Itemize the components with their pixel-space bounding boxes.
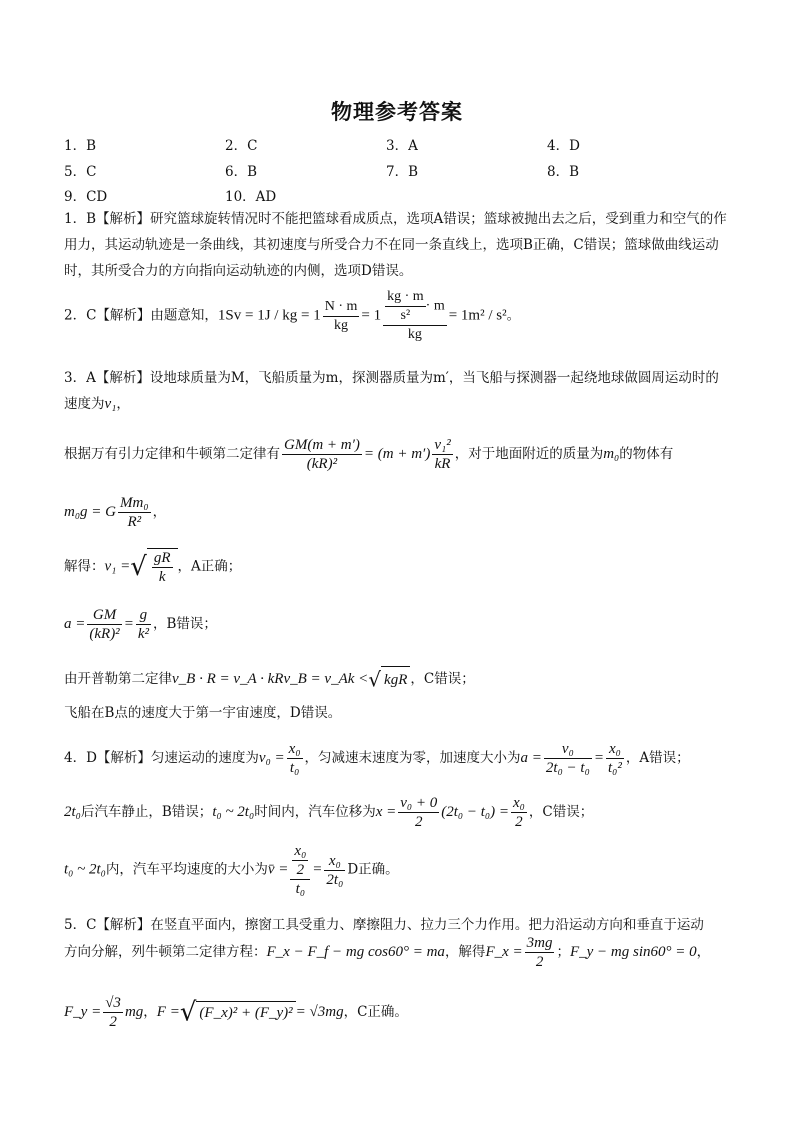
q4-l2-frac2 xyxy=(511,794,527,831)
q4-l2-frac-den: 2 xyxy=(414,814,423,830)
q3-intro xyxy=(64,365,732,417)
q3-g-den: R² xyxy=(127,514,142,530)
q4-v0: v₀ = xyxy=(258,750,285,766)
q2-expr1: 1Sv = 1J / kg = 1 xyxy=(217,307,321,324)
q2-tail: = 1m² / s² xyxy=(448,307,507,324)
q5-line2g: ， xyxy=(696,944,711,960)
q2-frac1-den: kg xyxy=(334,317,349,333)
answer-3: 3．A xyxy=(386,138,418,154)
q3-accel xyxy=(64,606,732,643)
q5-line2-frac xyxy=(525,934,555,971)
q5-line2f: F_y − mg sin60° = 0 xyxy=(569,944,697,960)
q2-frac2-tail: · m xyxy=(425,298,445,314)
q4-l3-frac-den: 2t₀ xyxy=(326,871,344,888)
q3-gravity xyxy=(64,494,732,531)
answer-9: 9．CD xyxy=(64,189,108,205)
q4-l3-tail: D正确。 xyxy=(347,861,399,878)
q5-line3 xyxy=(64,994,732,1031)
q2-frac2 xyxy=(383,288,447,344)
q5-l3f: ，C正确。 xyxy=(343,1004,408,1020)
q5-l3a: F_y = xyxy=(64,1004,102,1020)
q3-a-eq: = xyxy=(123,616,134,632)
q4-l3-frac-outer-num xyxy=(290,842,310,880)
q4-l2-x: x = xyxy=(375,804,397,820)
q3-line1: 3．A【解析】设地球质量为M，飞船质量为m，探测器质量为m′，当飞船与探测器一起绕地球做圆周运动时的速度为 xyxy=(64,370,719,412)
q2-frac1 xyxy=(323,298,360,335)
q5-l3-den: 2 xyxy=(109,1014,117,1030)
q4-l2-tail: ，C错误； xyxy=(528,804,594,820)
q3-law-num: GM(m + m′) xyxy=(284,437,360,453)
q3-kep-tail: ，C错误； xyxy=(410,671,475,687)
q5-l3-sqrt: √ (F_x)² + (F_y)² xyxy=(180,1001,296,1024)
q3-g-num: Mm₀ xyxy=(120,495,149,511)
q3-v1: v₁ xyxy=(104,396,117,412)
q2-frac1-num: N · m xyxy=(323,298,360,317)
q2-frac2-inner-num: kg · m xyxy=(385,288,426,307)
answer-6: 6．B xyxy=(225,164,258,180)
q4-l2-frac xyxy=(398,794,439,831)
q4-line2 xyxy=(64,794,732,831)
q5-l3c: ， xyxy=(143,1004,157,1020)
q4-l3-outer-den: t₀ xyxy=(295,881,306,897)
q3-solve-lead: 解得： xyxy=(64,558,105,575)
q5-line2d: F_x = xyxy=(485,944,523,960)
q3-law-frac2 xyxy=(432,436,452,473)
q4-tail: ，A错误； xyxy=(625,750,690,766)
answer-4: 4．D xyxy=(547,138,580,154)
q3-kep-sqrt: √ kgR xyxy=(368,666,410,693)
answer-5: 5．C xyxy=(64,164,97,180)
q3-a-num: GM xyxy=(87,606,121,625)
q5-l3d: F = xyxy=(156,1004,180,1020)
q4-l2-frac-num: v₀ + 0 xyxy=(400,795,438,811)
q3-solve-sqrt: √ $\frac{gR}{k}$ xyxy=(130,548,177,586)
q3-law-den2: kR xyxy=(434,456,451,472)
q4-l2-a: 2t₀ xyxy=(64,804,81,820)
q3-a-den: (kR)² xyxy=(89,626,120,642)
q4-l3-frac-num: x₀ xyxy=(324,852,345,871)
q5-line2c: ，解得 xyxy=(444,944,486,960)
q3-law-frac xyxy=(282,436,362,473)
q4-mid: ，匀减速末速度为零，加速度大小为 xyxy=(304,750,521,766)
q3-a-lhs: a = xyxy=(64,616,86,632)
q3-g-frac xyxy=(118,494,151,531)
q3-a-num2: g xyxy=(136,606,151,625)
answer-2: 2．C xyxy=(225,138,258,154)
q3-kep-root: kgR xyxy=(381,666,410,693)
q5-line2e: ； xyxy=(556,944,570,960)
q4-frac2 xyxy=(544,740,592,777)
q4-l3-inner-num: x₀ xyxy=(294,843,307,859)
q3-a-frac xyxy=(87,606,121,643)
answer-1: 1．B xyxy=(64,138,97,154)
q3-m0: m₀ xyxy=(603,446,620,462)
q3-law-mid: = (m + m′) xyxy=(363,446,431,462)
q2-lead: 2．C【解析】由题意知， xyxy=(64,307,218,324)
q4-eq: = xyxy=(593,750,604,766)
q4-frac3-den: t₀² xyxy=(607,760,622,776)
q3-solve-num: gR xyxy=(153,550,171,566)
q5-line2a: 方向分解，列牛顿第二定律方程： xyxy=(64,944,267,960)
answer-10: 10．AD xyxy=(225,189,277,205)
q3-g-lhs: m₀g = G xyxy=(64,504,117,520)
q4-frac1 xyxy=(287,740,303,777)
q4-l3-eq: = xyxy=(312,861,323,878)
q3-a-frac2 xyxy=(136,606,151,643)
q3-comma: ， xyxy=(116,396,130,412)
q3-solve xyxy=(64,548,732,586)
q4-l2-paren: (2t₀ − t₀) = xyxy=(441,804,509,820)
q4-line1 xyxy=(64,740,732,777)
q5-line2b: F_x − F_f − mg cos60° = ma xyxy=(266,944,445,960)
q4-l2-b: 后汽车静止，B错误； xyxy=(80,804,213,820)
q3-kep-expr: v_B · R = v_A · kRv_B = v_Ak < xyxy=(172,671,369,687)
q4-l2-c: t₀ ~ 2t₀ xyxy=(212,804,255,820)
q4-l3-a: t₀ ~ 2t₀ xyxy=(64,861,106,878)
q4-frac3-num: x₀ xyxy=(606,740,624,759)
q5-line2 xyxy=(64,934,732,971)
q5-l3-num: √3 xyxy=(105,995,121,1011)
q3-a-den2: k² xyxy=(137,626,149,642)
q5-l3e: = √3mg xyxy=(295,1004,344,1020)
q4-a: a = xyxy=(520,750,542,766)
q1-explanation: 1．B【解析】研究篮球旋转情况时不能把篮球看成质点，选项A错误；篮球被抛出去之后，受到重力和空气的作用力，其运动轨迹是一条曲线，其初速度与所受合力不在同一条直线上，选项B正确，C错误；篮球做曲线运动时，其所受合力的方向指向运动轨迹的内侧，选项D错误。 xyxy=(64,211,727,279)
q2-explanation xyxy=(64,288,732,344)
q4-l2-frac2-den: 2 xyxy=(515,814,523,830)
q3-a-tail: ，B错误； xyxy=(152,616,217,632)
q3-law-tail2: 的物体有 xyxy=(619,446,674,462)
q3-law-tail: ，对于地面附近的质量为 xyxy=(454,446,604,462)
q4-l2-d: 时间内，汽车位移为 xyxy=(254,804,376,820)
q3-kepler xyxy=(64,666,732,693)
q4-l3-inner-den: 2 xyxy=(296,862,305,878)
q3-g-end: ， xyxy=(152,504,167,520)
page-title: 物理参考答案 xyxy=(331,100,463,124)
q2-frac2-den: kg xyxy=(407,327,422,342)
q5-l3-root: (F_x)² + (F_y)² xyxy=(196,1001,295,1024)
q3-kep-lead: 由开普勒第二定律 xyxy=(64,671,172,687)
q3-final: 飞船在B点的速度大于第一宇宙速度，D错误。 xyxy=(64,705,342,721)
q4-frac1-den: t₀ xyxy=(289,760,300,776)
q3-law-num2: v₁² xyxy=(434,437,451,453)
q4-frac2-num: v₀ xyxy=(544,740,592,759)
q4-lead: 4．D【解析】匀速运动的速度为 xyxy=(64,750,259,766)
q3-solve-lhs: v₁ = xyxy=(104,558,131,575)
q5-line2-den: 2 xyxy=(535,954,544,970)
answer-7: 7．B xyxy=(386,164,419,180)
q4-frac1-num: x₀ xyxy=(288,741,301,757)
q3-solve-den: k xyxy=(158,569,166,585)
q4-line3 xyxy=(64,842,732,898)
q3-solve-tail: ，A正确； xyxy=(177,558,242,575)
q5-l3b: mg xyxy=(124,1004,144,1020)
q2-end: 。 xyxy=(506,307,521,324)
q2-frac2-inner xyxy=(385,288,426,325)
q5-l3-frac xyxy=(103,994,123,1031)
q4-frac3 xyxy=(606,740,624,777)
answer-8: 8．B xyxy=(547,164,580,180)
q3-law xyxy=(64,436,732,473)
q3-law-den: (kR)² xyxy=(306,456,338,472)
q4-l3-frac xyxy=(324,852,345,889)
q4-l3-v: v̄ = xyxy=(267,861,289,878)
q4-l3-frac-outer xyxy=(290,842,310,898)
q2-eq: = 1 xyxy=(361,307,382,324)
q4-l2-frac2-num: x₀ xyxy=(512,795,525,811)
q2-frac2-num xyxy=(383,288,447,326)
q2-frac2-inner-den: s² xyxy=(400,308,411,323)
q3-law-lead: 根据万有引力定律和牛顿第二定律有 xyxy=(64,446,280,462)
q4-l3-b: 内，汽车平均速度的大小为 xyxy=(105,861,268,878)
q5-line2-num: 3mg xyxy=(526,935,553,951)
q5-line1: 5．C【解析】在竖直平面内，擦窗工具受重力、摩擦阻力、拉力三个力作用。把力沿运动方向和垂直于运动 xyxy=(64,917,704,933)
q4-frac2-den: 2t₀ − t₀ xyxy=(545,760,590,776)
q4-l3-frac-inner xyxy=(292,842,308,879)
q3-solve-frac xyxy=(152,549,173,586)
